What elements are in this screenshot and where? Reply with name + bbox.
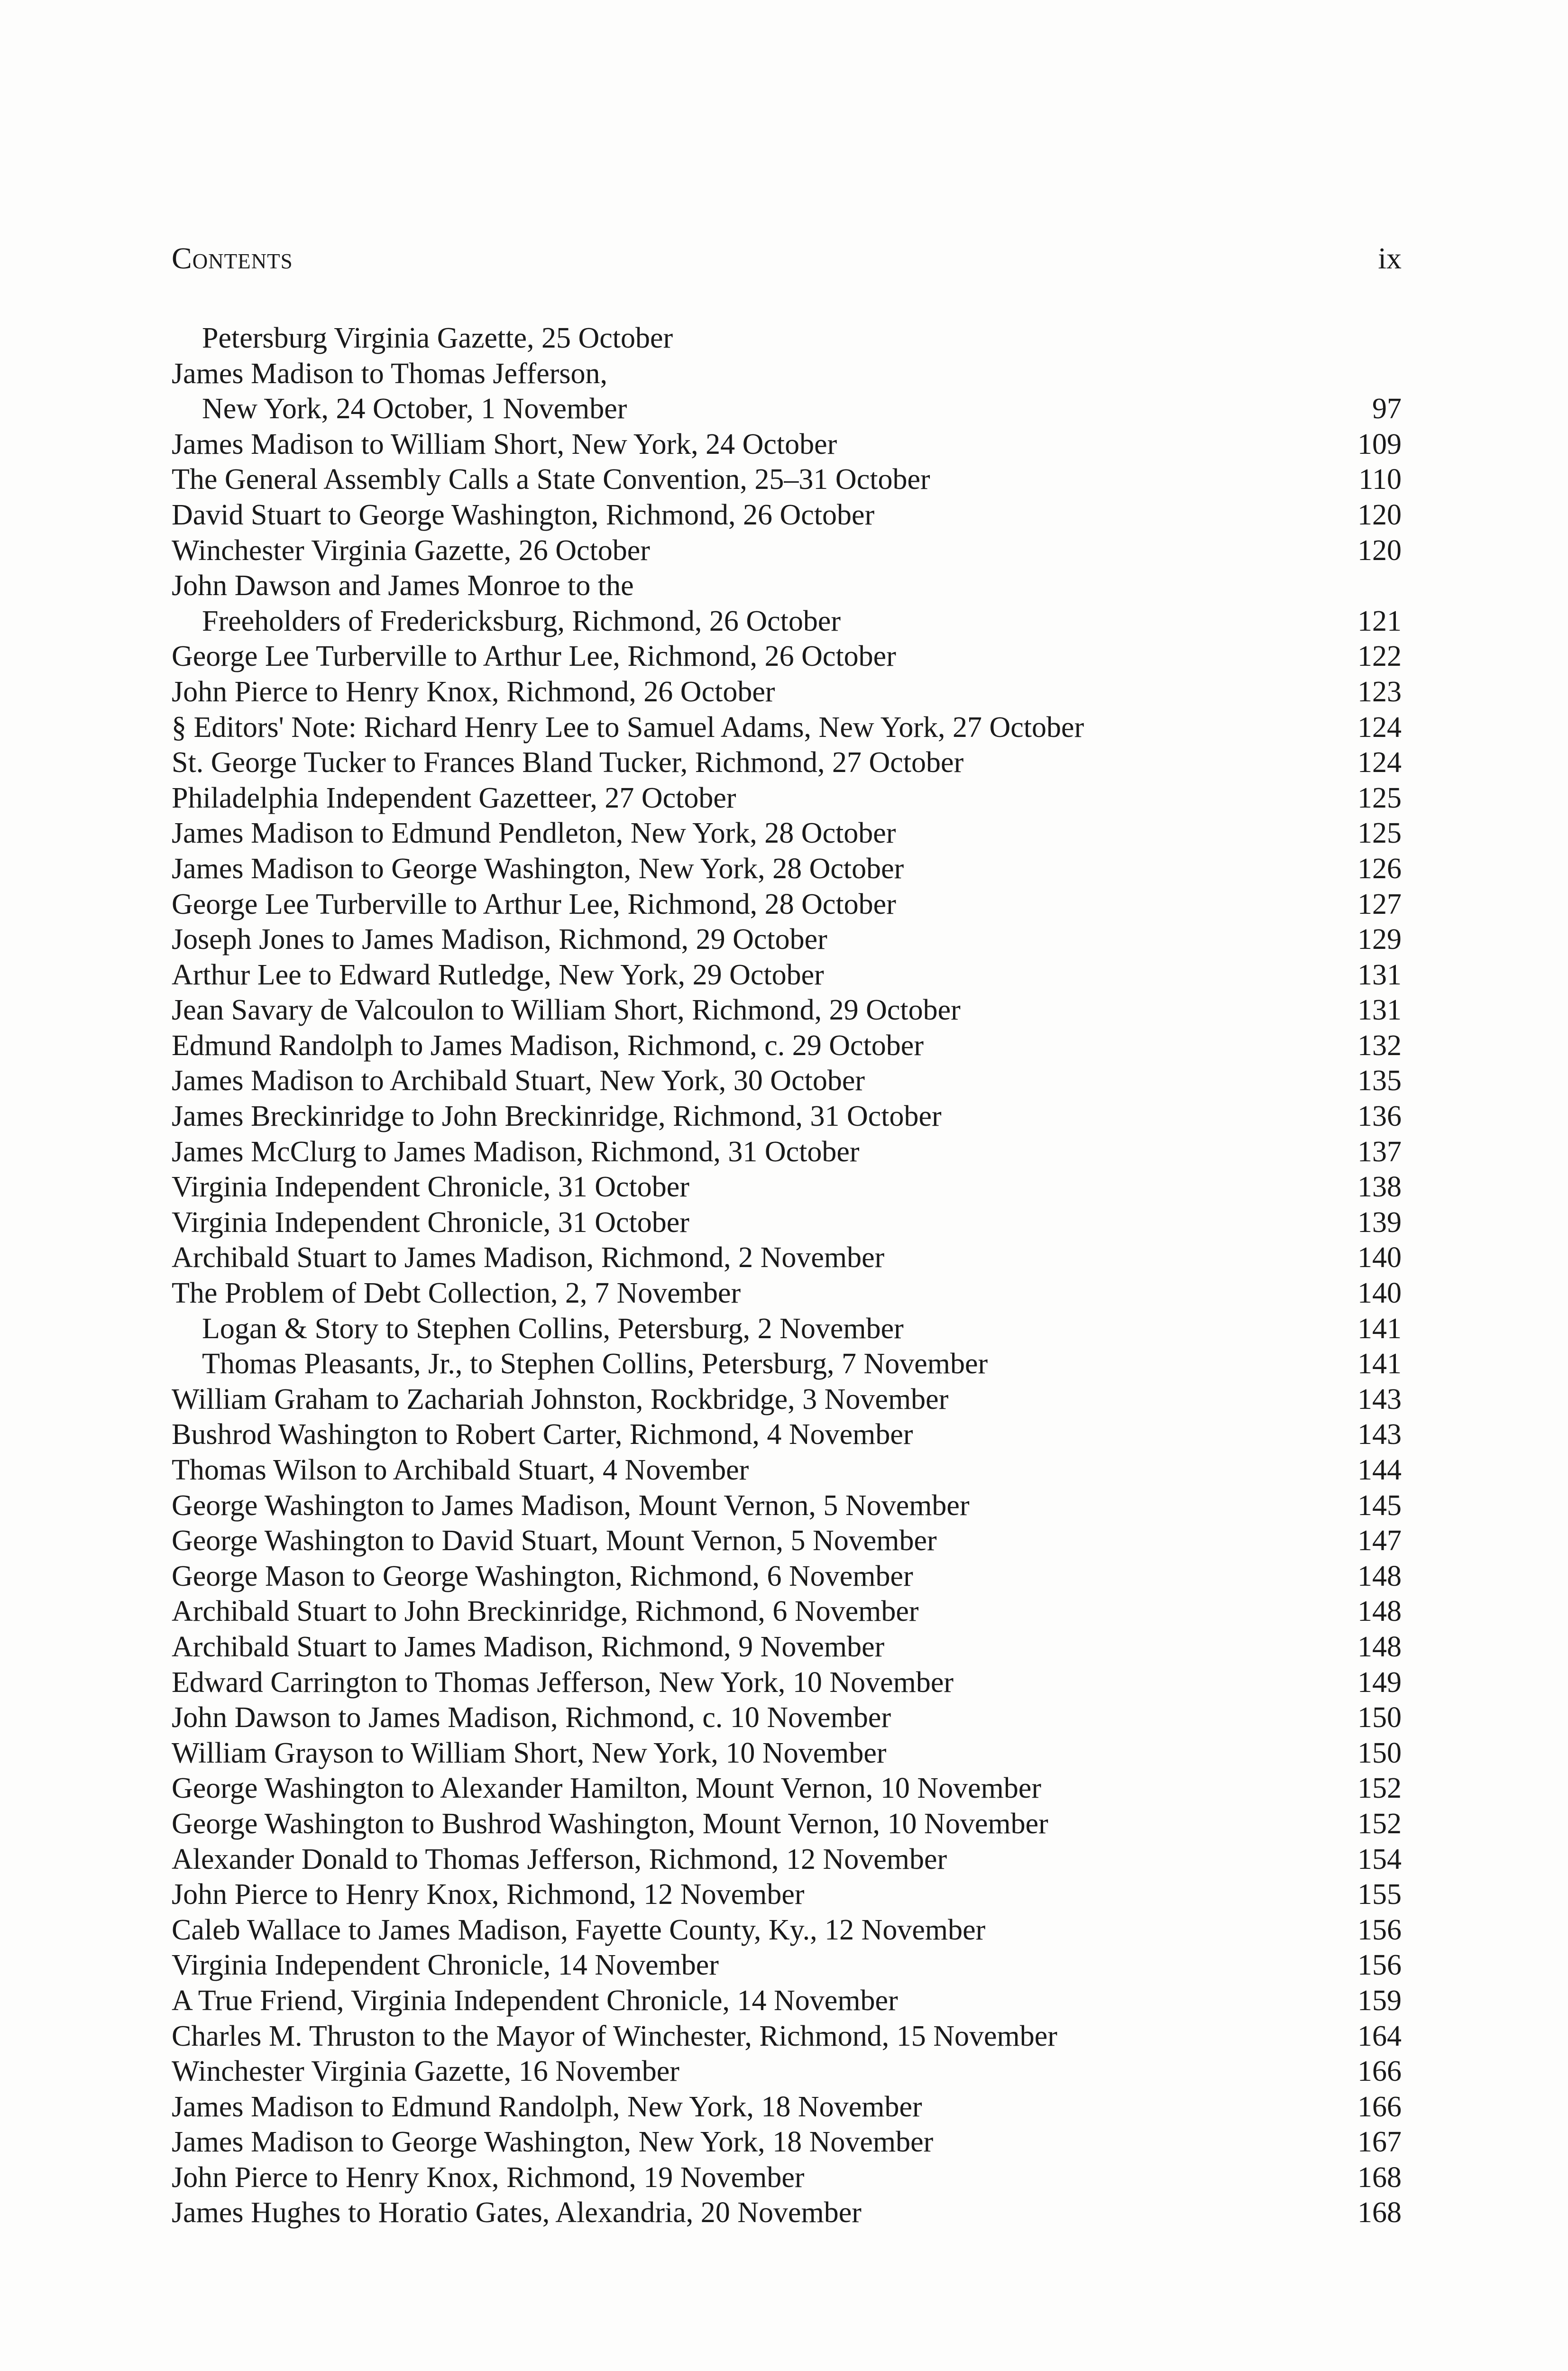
toc-entry-page: 168 bbox=[1357, 2161, 1402, 2194]
toc-entry-title: A True Friend, Virginia Independent Chronicle, 14 November bbox=[172, 1984, 898, 2017]
toc-entry-page: 138 bbox=[1357, 1171, 1402, 1204]
toc-entry bbox=[172, 781, 1402, 816]
toc-entry-title: James Madison to William Short, New York, 24 October bbox=[172, 428, 837, 460]
toc-entry-page: 135 bbox=[1357, 1065, 1402, 1097]
toc-entry-title: Winchester Virginia Gazette, 16 November bbox=[172, 2055, 679, 2088]
toc-entry bbox=[172, 497, 1402, 533]
toc-entry bbox=[172, 1806, 1402, 1842]
toc-entry-title: David Stuart to George Washington, Richmond, 26 October bbox=[172, 498, 875, 531]
toc-entry-title: Virginia Independent Chronicle, 31 October bbox=[172, 1206, 689, 1239]
toc-entry-title: Edward Carrington to Thomas Jefferson, New York, 10 November bbox=[172, 1666, 954, 1699]
toc-entry bbox=[172, 1452, 1402, 1488]
toc-entry bbox=[172, 1665, 1402, 1700]
toc-entry bbox=[172, 604, 1402, 639]
toc-entry bbox=[172, 2160, 1402, 2196]
running-head-title: Contents bbox=[172, 241, 293, 275]
toc-entry-page: 129 bbox=[1357, 923, 1402, 956]
toc-entry bbox=[172, 1983, 1402, 2019]
toc-entry-title: Jean Savary de Valcoulon to William Short, Richmond, 29 October bbox=[172, 994, 961, 1027]
toc-entry-page: 148 bbox=[1357, 1630, 1402, 1663]
toc-entry bbox=[172, 2054, 1402, 2089]
toc-entry bbox=[172, 1629, 1402, 1665]
toc-entry-title: Petersburg Virginia Gazette, 25 October bbox=[202, 322, 673, 354]
toc-entry-page: 166 bbox=[1357, 2055, 1402, 2088]
toc-entry-page: 156 bbox=[1357, 1913, 1402, 1946]
toc-entry-title: The General Assembly Calls a State Convention, 25–31 October bbox=[172, 463, 930, 496]
toc-entry-page: 152 bbox=[1357, 1772, 1402, 1805]
toc-entry-title: Thomas Wilson to Archibald Stuart, 4 November bbox=[172, 1454, 749, 1486]
toc-entry-title: James Madison to George Washington, New York, 18 November bbox=[172, 2126, 934, 2159]
toc-entry bbox=[172, 1736, 1402, 1771]
toc-entry-title: John Dawson to James Madison, Richmond, c. 10 November bbox=[172, 1701, 891, 1734]
toc-entry bbox=[172, 1877, 1402, 1912]
toc-entry-title: James Madison to Edmund Randolph, New York, 18 November bbox=[172, 2090, 922, 2123]
toc-entry bbox=[172, 1842, 1402, 1877]
toc-entry-title: Archibald Stuart to James Madison, Richmond, 2 November bbox=[172, 1241, 885, 1274]
toc-entry-page: 97 bbox=[1372, 393, 1402, 425]
toc-entry bbox=[172, 427, 1402, 462]
toc-entry-title: George Washington to James Madison, Mount Vernon, 5 November bbox=[172, 1489, 970, 1522]
toc-entry bbox=[172, 1488, 1402, 1524]
toc-entry bbox=[172, 1099, 1402, 1134]
toc-entry-page: 109 bbox=[1357, 428, 1402, 460]
toc-entry-page: 152 bbox=[1357, 1807, 1402, 1840]
toc-entry bbox=[172, 639, 1402, 674]
toc-entry bbox=[172, 816, 1402, 851]
toc-entry bbox=[172, 321, 1402, 356]
toc-entry-title: Virginia Independent Chronicle, 14 November bbox=[172, 1949, 719, 1982]
toc-entry bbox=[172, 1134, 1402, 1170]
toc-entry-title: George Lee Turberville to Arthur Lee, Richmond, 26 October bbox=[172, 640, 896, 673]
toc-entry-page: 139 bbox=[1357, 1206, 1402, 1239]
toc-entry-page: 154 bbox=[1357, 1843, 1402, 1875]
toc-entry-page: 136 bbox=[1357, 1100, 1402, 1133]
toc-entry bbox=[172, 1169, 1402, 1205]
toc-entry-title: James Breckinridge to John Breckinridge, Richmond, 31 October bbox=[172, 1100, 942, 1133]
toc-entry bbox=[172, 674, 1402, 710]
toc-entry-page: 145 bbox=[1357, 1489, 1402, 1522]
toc-entry-title: St. George Tucker to Frances Bland Tucker, Richmond, 27 October bbox=[172, 746, 964, 779]
toc-entry bbox=[172, 2124, 1402, 2160]
toc-entry bbox=[172, 1311, 1402, 1347]
toc-entry-title: James Madison to George Washington, New York, 28 October bbox=[172, 852, 904, 885]
toc-entry-page: 148 bbox=[1357, 1595, 1402, 1628]
toc-entry-title: Thomas Pleasants, Jr., to Stephen Collins, Petersburg, 7 November bbox=[202, 1348, 988, 1380]
toc-entry-title: Freeholders of Fredericksburg, Richmond, 26 October bbox=[202, 605, 841, 637]
toc-entry bbox=[172, 710, 1402, 745]
toc-entry bbox=[172, 1240, 1402, 1276]
toc-entry-title: Alexander Donald to Thomas Jefferson, Richmond, 12 November bbox=[172, 1843, 947, 1875]
toc-entry-title: Bushrod Washington to Robert Carter, Richmond, 4 November bbox=[172, 1418, 913, 1451]
running-head bbox=[172, 237, 1402, 280]
toc-entry bbox=[172, 745, 1402, 781]
toc-entry-page: 167 bbox=[1357, 2126, 1402, 2159]
toc-entry bbox=[172, 851, 1402, 887]
toc-entry-title: George Lee Turberville to Arthur Lee, Richmond, 28 October bbox=[172, 888, 896, 920]
toc-entry-page: 137 bbox=[1357, 1135, 1402, 1168]
toc-entry-title: § Editors' Note: Richard Henry Lee to Samuel Adams, New York, 27 October bbox=[172, 711, 1084, 744]
running-head-page-number: ix bbox=[1378, 241, 1402, 275]
toc-entry bbox=[172, 1523, 1402, 1559]
toc-entry-title: Charles M. Thruston to the Mayor of Winchester, Richmond, 15 November bbox=[172, 2020, 1057, 2052]
toc-entry-page: 168 bbox=[1357, 2196, 1402, 2229]
toc-entry-title: Arthur Lee to Edward Rutledge, New York, 29 October bbox=[172, 958, 824, 991]
toc-entry bbox=[172, 1559, 1402, 1594]
toc-entry-title: The Problem of Debt Collection, 2, 7 November bbox=[172, 1277, 741, 1310]
toc-entry-title: Philadelphia Independent Gazetteer, 27 October bbox=[172, 781, 736, 814]
toc-entry bbox=[172, 533, 1402, 569]
toc-entry-page: 120 bbox=[1357, 534, 1402, 567]
toc-entry-page: 166 bbox=[1357, 2090, 1402, 2123]
toc-entry bbox=[172, 1948, 1402, 1983]
toc-entry-page: 123 bbox=[1357, 675, 1402, 708]
toc-entry bbox=[172, 957, 1402, 993]
toc-entry bbox=[172, 1417, 1402, 1452]
toc-entry-title: James Madison to Edmund Pendleton, New York, 28 October bbox=[172, 817, 896, 850]
toc-entry-title: James Madison to Archibald Stuart, New York, 30 October bbox=[172, 1065, 865, 1097]
toc-entry bbox=[172, 356, 1402, 392]
toc-entry bbox=[172, 2019, 1402, 2054]
toc-entry-page: 149 bbox=[1357, 1666, 1402, 1699]
toc-entry bbox=[172, 1205, 1402, 1241]
toc-entry bbox=[172, 1700, 1402, 1736]
toc-entry-page: 143 bbox=[1357, 1383, 1402, 1415]
toc-entry bbox=[172, 1912, 1402, 1948]
toc-entry bbox=[172, 922, 1402, 957]
toc-entry-title: George Mason to George Washington, Richmond, 6 November bbox=[172, 1560, 913, 1592]
toc-entry-title: William Graham to Zachariah Johnston, Rockbridge, 3 November bbox=[172, 1383, 949, 1415]
toc-entry-page: 147 bbox=[1357, 1525, 1402, 1557]
toc-entry-page: 164 bbox=[1357, 2020, 1402, 2052]
toc-entry-page: 140 bbox=[1357, 1277, 1402, 1310]
toc-entry-page: 140 bbox=[1357, 1241, 1402, 1274]
toc-entry bbox=[172, 1594, 1402, 1629]
toc-entry-page: 125 bbox=[1357, 781, 1402, 814]
toc-entry-page: 141 bbox=[1357, 1312, 1402, 1345]
toc-entry bbox=[172, 568, 1402, 604]
toc-entry-title: John Pierce to Henry Knox, Richmond, 19 November bbox=[172, 2161, 805, 2194]
table-of-contents bbox=[172, 321, 1402, 2231]
toc-entry-page: 131 bbox=[1357, 958, 1402, 991]
toc-entry bbox=[172, 993, 1402, 1028]
toc-entry-page: 150 bbox=[1357, 1701, 1402, 1734]
toc-entry bbox=[172, 887, 1402, 922]
toc-entry-title: Caleb Wallace to James Madison, Fayette County, Ky., 12 November bbox=[172, 1913, 986, 1946]
toc-entry-page: 159 bbox=[1357, 1984, 1402, 2017]
toc-entry-page: 141 bbox=[1357, 1348, 1402, 1380]
toc-entry-title: George Washington to David Stuart, Mount Vernon, 5 November bbox=[172, 1525, 937, 1557]
toc-entry-title: John Pierce to Henry Knox, Richmond, 12 November bbox=[172, 1878, 805, 1911]
toc-entry bbox=[172, 462, 1402, 497]
toc-entry-page: 143 bbox=[1357, 1418, 1402, 1451]
toc-entry-title: John Pierce to Henry Knox, Richmond, 26 October bbox=[172, 675, 775, 708]
toc-entry bbox=[172, 1276, 1402, 1311]
toc-entry-page: 125 bbox=[1357, 817, 1402, 850]
toc-entry-title: Edmund Randolph to James Madison, Richmond, c. 29 October bbox=[172, 1029, 924, 1062]
toc-entry-title: James Madison to Thomas Jefferson, bbox=[172, 357, 607, 390]
toc-entry-page: 121 bbox=[1357, 605, 1402, 637]
toc-entry-title: John Dawson and James Monroe to the bbox=[172, 570, 634, 602]
toc-entry-page: 148 bbox=[1357, 1560, 1402, 1592]
toc-entry-page: 131 bbox=[1357, 994, 1402, 1027]
toc-entry bbox=[172, 1771, 1402, 1806]
toc-entry-title: James Hughes to Horatio Gates, Alexandria, 20 November bbox=[172, 2196, 862, 2229]
toc-entry-page: 156 bbox=[1357, 1949, 1402, 1982]
toc-entry-title: Joseph Jones to James Madison, Richmond, 29 October bbox=[172, 923, 827, 956]
toc-entry-title: William Grayson to William Short, New York, 10 November bbox=[172, 1737, 887, 1769]
toc-entry-page: 155 bbox=[1357, 1878, 1402, 1911]
toc-entry-page: 124 bbox=[1357, 746, 1402, 779]
toc-entry-page: 110 bbox=[1358, 463, 1402, 496]
toc-entry-title: New York, 24 October, 1 November bbox=[202, 393, 627, 425]
toc-entry bbox=[172, 1028, 1402, 1064]
toc-entry-title: George Washington to Alexander Hamilton, Mount Vernon, 10 November bbox=[172, 1772, 1042, 1805]
toc-entry-title: Archibald Stuart to James Madison, Richmond, 9 November bbox=[172, 1630, 885, 1663]
toc-entry-title: James McClurg to James Madison, Richmond, 31 October bbox=[172, 1135, 860, 1168]
toc-entry bbox=[172, 2195, 1402, 2231]
toc-entry bbox=[172, 1382, 1402, 1417]
toc-entry-title: George Washington to Bushrod Washington, Mount Vernon, 10 November bbox=[172, 1807, 1048, 1840]
toc-entry bbox=[172, 391, 1402, 427]
toc-entry-title: Logan & Story to Stephen Collins, Petersburg, 2 November bbox=[202, 1312, 904, 1345]
toc-entry bbox=[172, 1063, 1402, 1099]
toc-entry-page: 126 bbox=[1357, 852, 1402, 885]
toc-entry-title: Archibald Stuart to John Breckinridge, Richmond, 6 November bbox=[172, 1595, 919, 1628]
toc-entry-page: 120 bbox=[1357, 498, 1402, 531]
toc-entry bbox=[172, 1346, 1402, 1382]
toc-entry bbox=[172, 2089, 1402, 2125]
toc-entry-page: 124 bbox=[1357, 711, 1402, 744]
toc-entry-page: 144 bbox=[1357, 1454, 1402, 1486]
toc-entry-page: 127 bbox=[1357, 888, 1402, 920]
toc-entry-page: 150 bbox=[1357, 1737, 1402, 1769]
toc-entry-page: 122 bbox=[1357, 640, 1402, 673]
toc-entry-page: 132 bbox=[1357, 1029, 1402, 1062]
toc-entry-title: Virginia Independent Chronicle, 31 October bbox=[172, 1171, 689, 1204]
toc-entry-title: Winchester Virginia Gazette, 26 October bbox=[172, 534, 650, 567]
